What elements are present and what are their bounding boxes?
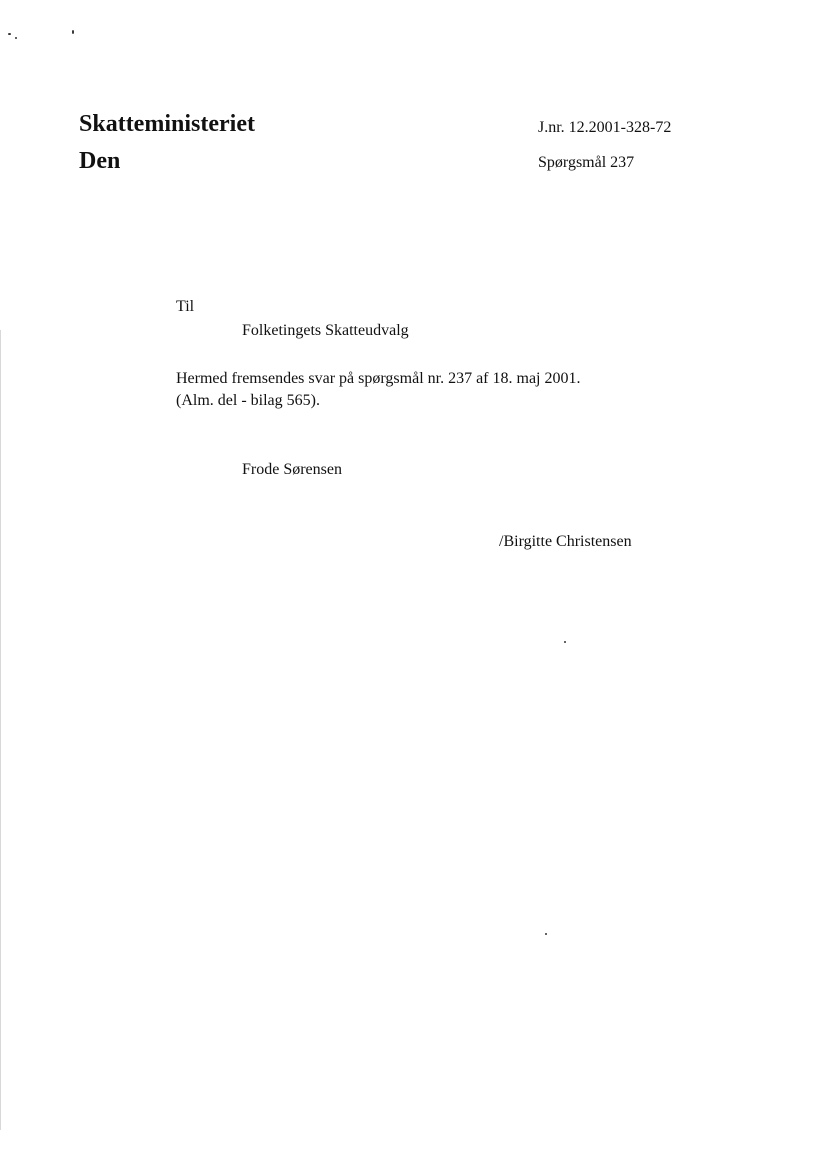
recipient: Folketingets Skatteudvalg: [242, 322, 409, 339]
cosignatory: /Birgitte Christensen: [499, 533, 632, 550]
scan-edge: [0, 330, 1, 1130]
body-line-2: (Alm. del - bilag 565).: [176, 392, 320, 409]
scan-speck: [72, 30, 74, 34]
scan-speck: [15, 37, 17, 39]
scan-speck: [545, 933, 547, 935]
scan-speck: [564, 641, 566, 643]
body-line-1: Hermed fremsendes svar på spørgsmål nr. 237 af 18. maj 2001.: [176, 370, 581, 387]
journal-number: J.nr. 12.2001-328-72: [538, 119, 672, 136]
signatory: Frode Sørensen: [242, 461, 342, 478]
scan-speck: [8, 33, 11, 35]
question-number: Spørgsmål 237: [538, 154, 635, 171]
ministry-name: Skatteministeriet: [79, 111, 255, 137]
salutation: Til: [176, 298, 195, 315]
ministry-subline: Den: [79, 148, 121, 174]
